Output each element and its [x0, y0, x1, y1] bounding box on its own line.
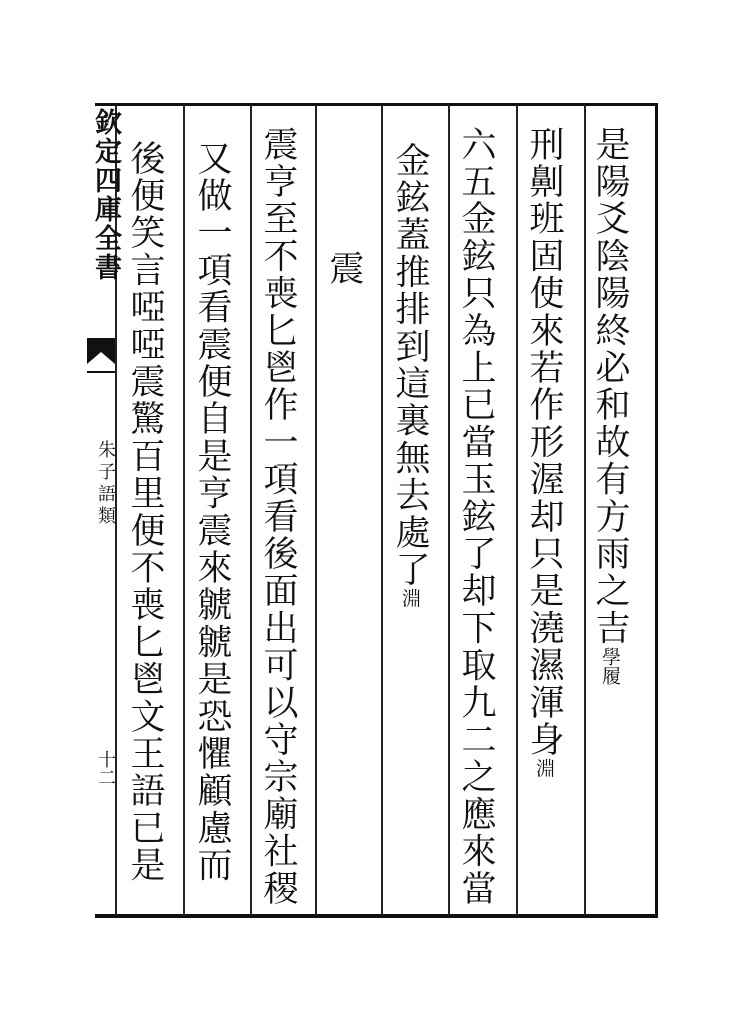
column-divider	[516, 105, 518, 915]
column-text: 刑劓班固使來若作形渥却只是澆濕渾身	[524, 126, 564, 759]
page-number: 十二	[95, 750, 116, 786]
book-title: 欽定四庫全書	[90, 108, 121, 282]
column-divider	[381, 105, 383, 915]
column-text: 金鉉蓋推排到這裏無去處了	[390, 142, 430, 589]
fishtail-mark-icon	[87, 338, 115, 376]
volume-title: 朱子語類	[95, 440, 116, 528]
text-column-8	[125, 140, 165, 884]
interlinear-note: 學履	[599, 646, 621, 685]
interlinear-note: 淵	[399, 588, 421, 608]
text-column-6	[258, 126, 298, 907]
column-text: 震亨至不喪匕鬯作一項看後面出可以守宗廟社稷	[258, 126, 298, 908]
column-divider	[448, 105, 450, 915]
section-heading	[324, 250, 364, 287]
column-text: 又做一項看震便自是亨震來虩虩是恐懼顧慮而	[192, 140, 232, 884]
frame-bottom-border	[95, 914, 658, 918]
text-column-1	[590, 126, 630, 685]
text-column-3	[456, 126, 496, 907]
column-divider	[315, 105, 317, 915]
frame-top-border	[95, 103, 658, 106]
text-column-7	[192, 140, 232, 884]
column-divider	[250, 105, 252, 915]
text-column-4	[390, 142, 430, 607]
column-text: 六五金鉉只為上已當玉鉉了却下取九二之應來當	[456, 126, 496, 908]
column-text: 後便笑言啞啞震驚百里便不喪匕鬯文王語已是	[125, 140, 165, 884]
column-divider	[584, 105, 586, 915]
heading-text: 震	[324, 250, 364, 288]
column-text: 是陽爻陰陽終必和故有方雨之吉	[590, 126, 630, 647]
interlinear-note: 淵	[533, 758, 555, 778]
text-column-2	[524, 126, 564, 777]
frame-right-border	[655, 103, 658, 918]
column-divider	[183, 105, 185, 915]
